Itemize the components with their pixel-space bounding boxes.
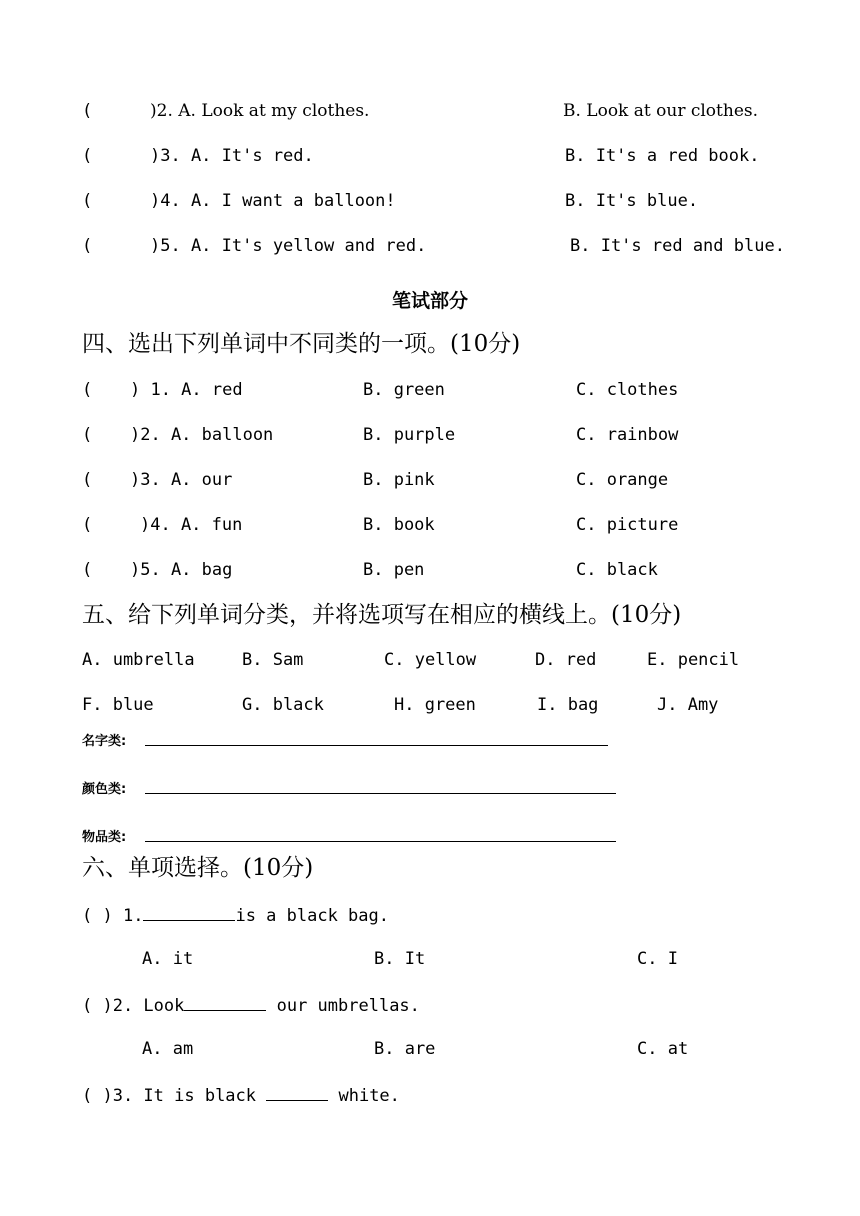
question-text: our umbrellas.: [266, 996, 420, 1016]
answer-paren: (: [82, 146, 93, 166]
question-option-b: B. book: [363, 515, 435, 535]
written-part-title: 笔试部分: [391, 290, 468, 312]
question-option-a: )4. A. fun: [140, 515, 243, 535]
question-option-a: )5. A. It's yellow and red.: [150, 236, 427, 256]
category-label: 颜色类:: [82, 782, 127, 797]
question-option-c: C. at: [637, 1039, 689, 1059]
answer-line[interactable]: [145, 745, 608, 746]
word-option: I. bag: [537, 695, 599, 715]
word-option: F. blue: [82, 695, 154, 715]
question-option-a: ) 1. A. red: [130, 380, 243, 400]
question-option-c: C. orange: [576, 470, 669, 490]
question-option-a: )3. A. It's red.: [150, 146, 314, 166]
answer-paren: (: [82, 236, 93, 256]
question-option-b: B. It's a red book.: [565, 146, 760, 166]
section4-title: 四、选出下列单词中不同类的一项。(10分): [82, 331, 521, 357]
fill-blank[interactable]: [184, 994, 266, 1011]
category-label: 物品类:: [82, 830, 127, 845]
question-option-c: C. clothes: [576, 380, 679, 400]
question-option-b: B. It's blue.: [565, 191, 699, 211]
word-option: B. Sam: [242, 650, 304, 670]
answer-paren: (: [82, 515, 93, 535]
word-option: E. pencil: [647, 650, 740, 670]
question-option-a: )4. A. I want a balloon!: [150, 191, 396, 211]
question-option-b: B. It's red and blue.: [570, 236, 785, 256]
question-number: 1.: [122, 906, 144, 926]
word-option: J. Amy: [657, 695, 719, 715]
answer-paren: (: [82, 470, 93, 490]
fill-blank[interactable]: [266, 1084, 328, 1101]
word-option: C. yellow: [384, 650, 477, 670]
word-option: H. green: [394, 695, 476, 715]
question-option-b: B. are: [374, 1039, 436, 1059]
question-option-b: B. purple: [363, 425, 456, 445]
question-option-a: )3. A. our: [130, 470, 233, 490]
answer-paren: ( ): [82, 996, 113, 1016]
answer-paren: ( ): [82, 906, 113, 926]
word-option: G. black: [242, 695, 324, 715]
section5-title: 五、给下列单词分类，并将选项写在相应的横线上。(10分): [82, 602, 682, 628]
fill-blank[interactable]: [143, 904, 235, 921]
question-option-c: C. picture: [576, 515, 679, 535]
section6-title: 六、单项选择。(10分): [82, 855, 314, 881]
question-option-a: )2. A. balloon: [130, 425, 274, 445]
category-label: 名字类:: [82, 734, 127, 749]
answer-paren: (: [82, 191, 93, 211]
question-option-a: A. am: [142, 1039, 194, 1059]
question-text: 2. Look: [112, 996, 185, 1016]
question-option-c: C. black: [576, 560, 658, 580]
question-text: is a black bag.: [235, 906, 389, 926]
word-option: D. red: [535, 650, 597, 670]
choice-question-2: [82, 994, 420, 1016]
question-option-a: )5. A. bag: [130, 560, 233, 580]
answer-line[interactable]: [145, 793, 616, 794]
answer-paren: (: [82, 101, 93, 121]
question-option-b: B. Look at our clothes.: [563, 101, 759, 121]
question-text: white.: [328, 1086, 400, 1106]
choice-question-3: [82, 1084, 400, 1106]
choice-question-1: [82, 904, 389, 926]
question-option-b: B. It: [374, 949, 426, 969]
answer-paren: (: [82, 425, 93, 445]
answer-paren: (: [82, 560, 93, 580]
question-option-a: A. it: [142, 949, 194, 969]
question-option-b: B. pink: [363, 470, 435, 490]
answer-paren: (: [82, 380, 93, 400]
question-option-b: B. pen: [363, 560, 425, 580]
question-option-c: C. I: [637, 949, 678, 969]
answer-paren: ( ): [82, 1086, 113, 1106]
question-option-a: )2. A. Look at my clothes.: [150, 101, 370, 121]
question-option-b: B. green: [363, 380, 445, 400]
word-option: A. umbrella: [82, 650, 195, 670]
question-option-c: C. rainbow: [576, 425, 679, 445]
answer-line[interactable]: [145, 841, 616, 842]
question-text: 3. It is black: [112, 1086, 267, 1106]
